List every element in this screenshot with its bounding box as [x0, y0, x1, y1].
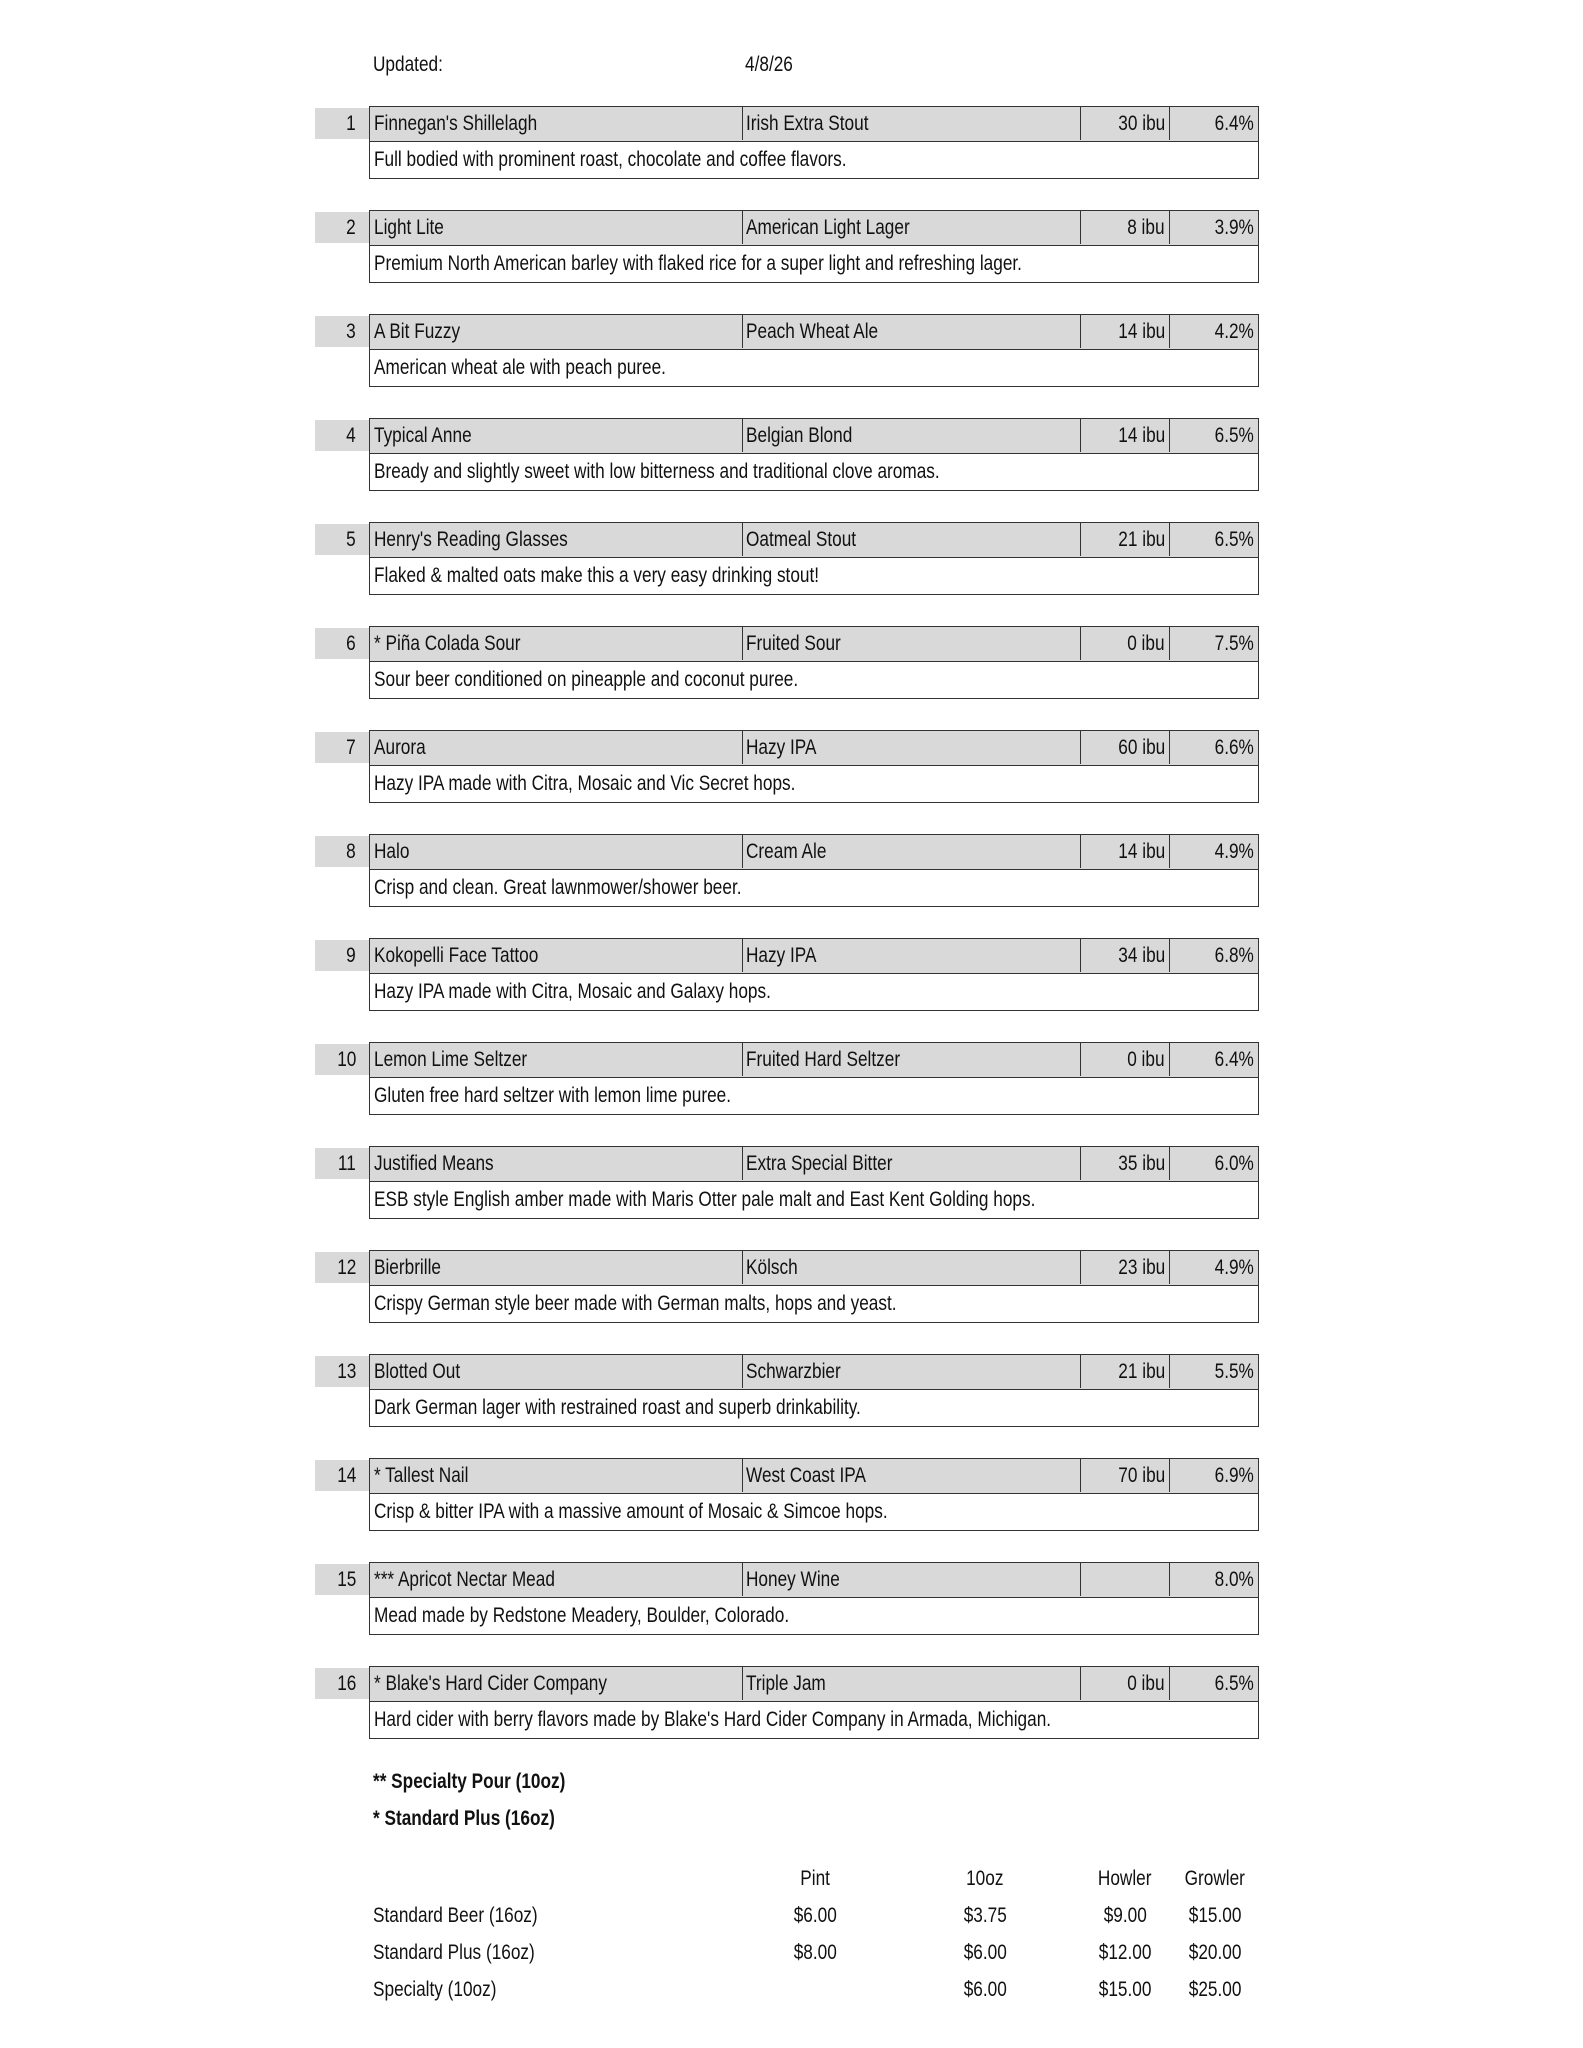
tap-number: 3 — [315, 316, 370, 347]
beer-ibu: 23 ibu — [1080, 1251, 1169, 1284]
beer-ibu: 14 ibu — [1080, 315, 1169, 348]
beer-abv: 6.4% — [1169, 107, 1257, 140]
beer-description: Hard cider with berry flavors made by Blake's Hard Cider Company in Armada, Michigan. — [369, 1702, 1259, 1739]
beer-ibu — [1080, 1563, 1169, 1596]
beer-item — [0, 106, 1583, 180]
beer-item — [0, 626, 1583, 700]
beer-abv: 6.0% — [1169, 1147, 1257, 1180]
tap-number: 12 — [315, 1252, 370, 1283]
beer-style: Fruited Hard Seltzer — [742, 1043, 1077, 1076]
beer-description: Premium North American barley with flaked rice for a super light and refreshing lager. — [369, 246, 1259, 283]
pricing-header-row — [0, 1862, 1583, 1896]
tap-number: 4 — [315, 420, 370, 451]
beer-style: Cream Ale — [742, 835, 1077, 868]
pricing-row-label: Specialty (10oz) — [373, 1978, 497, 2001]
beer-description: Bready and slightly sweet with low bitterness and traditional clove aromas. — [369, 454, 1259, 491]
pricing-header-10oz: 10oz — [966, 1867, 1004, 1890]
beer-name: Light Lite — [374, 216, 444, 239]
beer-abv: 6.5% — [1169, 523, 1257, 556]
pricing-pint: $6.00 — [793, 1904, 837, 1927]
beer-name: Typical Anne — [374, 424, 472, 447]
beer-abv: 6.5% — [1169, 419, 1257, 452]
beer-abv: 5.5% — [1169, 1355, 1257, 1388]
beer-item — [0, 834, 1583, 908]
beer-ibu: 70 ibu — [1080, 1459, 1169, 1492]
tap-number: 10 — [315, 1044, 370, 1075]
tap-number: 1 — [315, 108, 370, 139]
pricing-row — [0, 1973, 1583, 2007]
pricing-pint — [775, 1973, 855, 2007]
beer-style: Oatmeal Stout — [742, 523, 1077, 556]
beer-name: Kokopelli Face Tattoo — [374, 944, 539, 967]
beer-style: West Coast IPA — [742, 1459, 1077, 1492]
beer-ibu: 60 ibu — [1080, 731, 1169, 764]
standard-plus-note: * Standard Plus (16oz) — [373, 1807, 555, 1830]
tap-number: 7 — [315, 732, 370, 763]
beer-name: Henry's Reading Glasses — [374, 528, 568, 551]
beer-description: American wheat ale with peach puree. — [369, 350, 1259, 387]
beer-header-row — [369, 522, 1259, 558]
beer-ibu: 34 ibu — [1080, 939, 1169, 972]
beer-style: Hazy IPA — [742, 939, 1077, 972]
pricing-row-label: Standard Beer (16oz) — [373, 1904, 538, 1927]
beer-description: Crispy German style beer made with German malts, hops and yeast. — [369, 1286, 1259, 1323]
beer-abv: 4.9% — [1169, 1251, 1257, 1284]
pricing-10oz: $3.75 — [963, 1904, 1007, 1927]
beer-ibu: 14 ibu — [1080, 419, 1169, 452]
beer-description: Hazy IPA made with Citra, Mosaic and Galaxy hops. — [369, 974, 1259, 1011]
tap-number: 6 — [315, 628, 370, 659]
beer-ibu: 8 ibu — [1080, 211, 1169, 244]
pricing-header-growler: Growler — [1184, 1867, 1246, 1890]
beer-header-row — [369, 210, 1259, 246]
tap-number: 16 — [315, 1668, 370, 1699]
beer-style: Belgian Blond — [742, 419, 1077, 452]
beer-description: Flaked & malted oats make this a very easy drinking stout! — [369, 558, 1259, 595]
beer-header-row — [369, 106, 1259, 142]
beer-header-row — [369, 626, 1259, 662]
pricing-row — [0, 1936, 1583, 1970]
beer-name: Blotted Out — [374, 1360, 461, 1383]
beer-description: Full bodied with prominent roast, chocolate and coffee flavors. — [369, 142, 1259, 179]
beer-name: Aurora — [374, 736, 426, 759]
pricing-howler: $15.00 — [1098, 1978, 1152, 2001]
beer-name: * Blake's Hard Cider Company — [374, 1672, 607, 1695]
beer-abv: 7.5% — [1169, 627, 1257, 660]
beer-ibu: 0 ibu — [1080, 627, 1169, 660]
beer-name: Lemon Lime Seltzer — [374, 1048, 528, 1071]
beer-item — [0, 1666, 1583, 1740]
beer-header-row — [369, 1666, 1259, 1702]
updated-date: 4/8/26 — [745, 53, 793, 76]
beer-name: * Piña Colada Sour — [374, 632, 521, 655]
beer-header-row — [369, 1354, 1259, 1390]
pricing-row — [0, 1899, 1583, 1933]
pricing-header-pint: Pint — [800, 1867, 830, 1890]
beer-header-row — [369, 314, 1259, 350]
beer-ibu: 35 ibu — [1080, 1147, 1169, 1180]
beer-abv: 4.2% — [1169, 315, 1257, 348]
beer-header-row — [369, 834, 1259, 870]
beer-item — [0, 1146, 1583, 1220]
beer-style: Fruited Sour — [742, 627, 1077, 660]
tap-number: 14 — [315, 1460, 370, 1491]
pricing-growler: $15.00 — [1188, 1904, 1242, 1927]
beer-item — [0, 418, 1583, 492]
beer-item — [0, 1562, 1583, 1636]
tap-number: 2 — [315, 212, 370, 243]
beer-abv: 6.8% — [1169, 939, 1257, 972]
beer-item — [0, 1354, 1583, 1428]
beer-item — [0, 730, 1583, 804]
beer-style: Schwarzbier — [742, 1355, 1077, 1388]
beer-item — [0, 314, 1583, 388]
beer-name: *** Apricot Nectar Mead — [374, 1568, 555, 1591]
beer-name: Halo — [374, 840, 410, 863]
beer-item — [0, 522, 1583, 596]
beer-item — [0, 1458, 1583, 1532]
pricing-10oz: $6.00 — [963, 1941, 1007, 1964]
beer-item — [0, 938, 1583, 1012]
beer-style: Hazy IPA — [742, 731, 1077, 764]
beer-description: Mead made by Redstone Meadery, Boulder, Colorado. — [369, 1598, 1259, 1635]
beer-header-row — [369, 1250, 1259, 1286]
beer-item — [0, 1250, 1583, 1324]
beer-abv: 8.0% — [1169, 1563, 1257, 1596]
pricing-howler: $12.00 — [1098, 1941, 1152, 1964]
tap-number: 5 — [315, 524, 370, 555]
beer-abv: 4.9% — [1169, 835, 1257, 868]
beer-header-row — [369, 418, 1259, 454]
beer-abv: 3.9% — [1169, 211, 1257, 244]
beer-name: * Tallest Nail — [374, 1464, 469, 1487]
beer-style: Kölsch — [742, 1251, 1077, 1284]
beer-name: A Bit Fuzzy — [374, 320, 461, 343]
pricing-growler: $20.00 — [1188, 1941, 1242, 1964]
beer-description: Hazy IPA made with Citra, Mosaic and Vic Secret hops. — [369, 766, 1259, 803]
beer-header-row — [369, 1458, 1259, 1494]
beer-ibu: 0 ibu — [1080, 1043, 1169, 1076]
beer-description: Sour beer conditioned on pineapple and coconut puree. — [369, 662, 1259, 699]
beer-ibu: 21 ibu — [1080, 1355, 1169, 1388]
pricing-row-label: Standard Plus (16oz) — [373, 1941, 535, 1964]
beer-description: Dark German lager with restrained roast and superb drinkability. — [369, 1390, 1259, 1427]
beer-name: Bierbrille — [374, 1256, 441, 1279]
specialty-pour-note: ** Specialty Pour (10oz) — [373, 1770, 566, 1793]
beer-style: Extra Special Bitter — [742, 1147, 1077, 1180]
beer-abv: 6.9% — [1169, 1459, 1257, 1492]
beer-style: American Light Lager — [742, 211, 1077, 244]
beer-description: ESB style English amber made with Maris Otter pale malt and East Kent Golding hops. — [369, 1182, 1259, 1219]
beer-item — [0, 1042, 1583, 1116]
beer-name: Finnegan's Shillelagh — [374, 112, 538, 135]
beer-style: Peach Wheat Ale — [742, 315, 1077, 348]
pricing-pint: $8.00 — [793, 1941, 837, 1964]
beer-description: Crisp and clean. Great lawnmower/shower beer. — [369, 870, 1259, 907]
beer-abv: 6.5% — [1169, 1667, 1257, 1700]
tap-number: 8 — [315, 836, 370, 867]
beer-ibu: 14 ibu — [1080, 835, 1169, 868]
beer-ibu: 0 ibu — [1080, 1667, 1169, 1700]
pricing-howler: $9.00 — [1103, 1904, 1147, 1927]
beer-ibu: 21 ibu — [1080, 523, 1169, 556]
beer-abv: 6.6% — [1169, 731, 1257, 764]
beer-name: Justified Means — [374, 1152, 494, 1175]
pricing-10oz: $6.00 — [963, 1978, 1007, 2001]
beer-header-row — [369, 1042, 1259, 1078]
beer-header-row — [369, 938, 1259, 974]
beer-description: Crisp & bitter IPA with a massive amount of Mosaic & Simcoe hops. — [369, 1494, 1259, 1531]
tap-number: 11 — [315, 1148, 370, 1179]
pricing-growler: $25.00 — [1188, 1978, 1242, 2001]
beer-style: Triple Jam — [742, 1667, 1077, 1700]
beer-ibu: 30 ibu — [1080, 107, 1169, 140]
tap-number: 15 — [315, 1564, 370, 1595]
tap-number: 13 — [315, 1356, 370, 1387]
beer-item — [0, 210, 1583, 284]
beer-header-row — [369, 730, 1259, 766]
updated-label: Updated: — [373, 53, 443, 76]
beer-header-row — [369, 1146, 1259, 1182]
pricing-header-howler: Howler — [1098, 1867, 1152, 1890]
beer-description: Gluten free hard seltzer with lemon lime puree. — [369, 1078, 1259, 1115]
beer-style: Irish Extra Stout — [742, 107, 1077, 140]
beer-abv: 6.4% — [1169, 1043, 1257, 1076]
beer-header-row — [369, 1562, 1259, 1598]
tap-number: 9 — [315, 940, 370, 971]
beer-style: Honey Wine — [742, 1563, 1077, 1596]
